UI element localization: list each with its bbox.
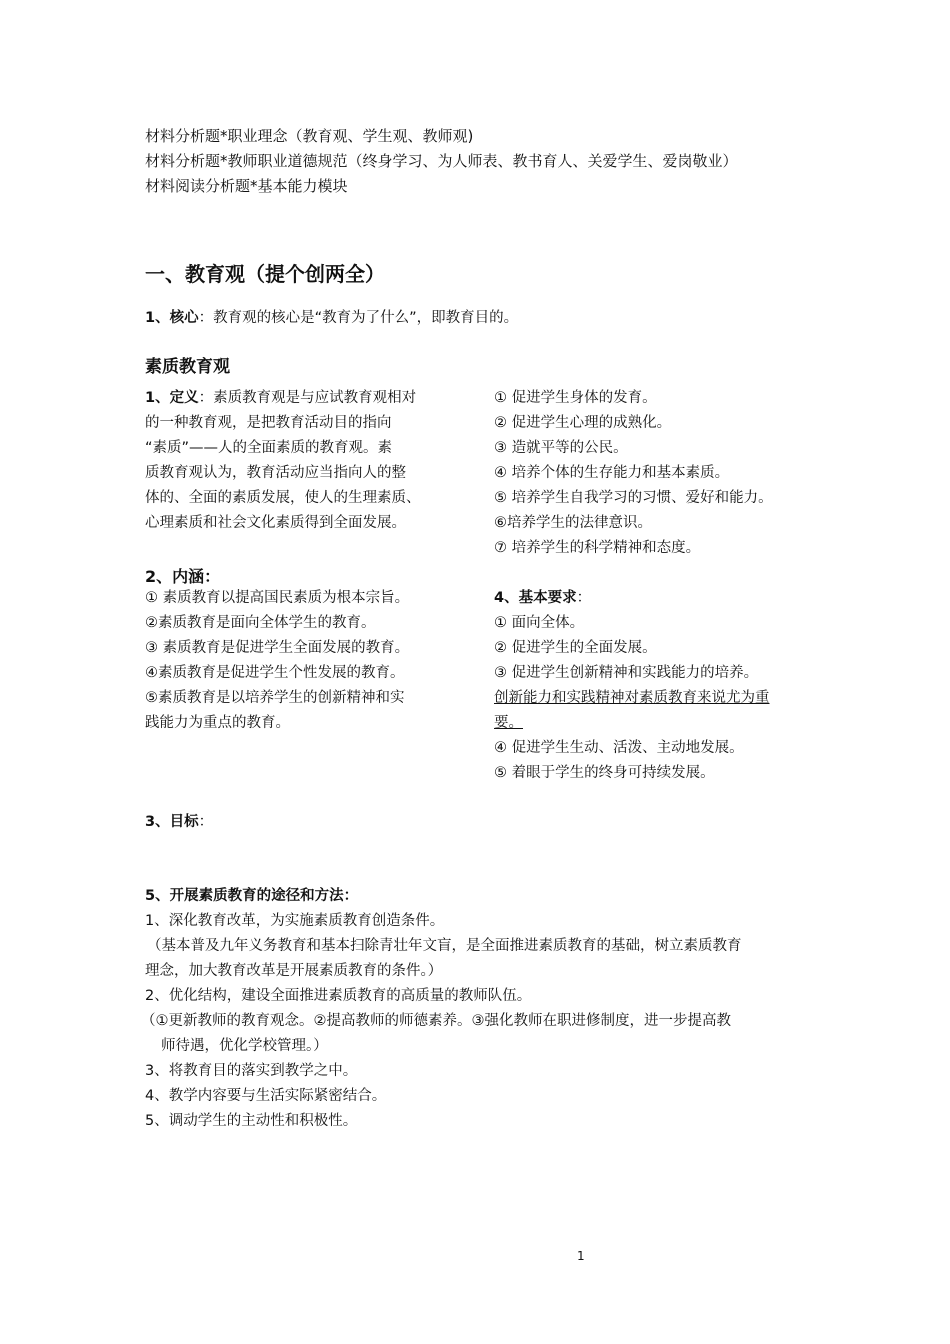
definition-line: ：素质教育观是与应试教育观相对	[198, 390, 417, 406]
definition-line: “素质”——人的全面素质的教育观。素	[145, 440, 393, 456]
list-item: ②素质教育是面向全体学生的教育。	[145, 615, 376, 631]
list-item: ⑥培养学生的法律意识。	[494, 515, 652, 531]
list-item: ⑤ 着眼于学生的终身可持续发展。	[494, 765, 715, 781]
methods-line: 5、调动学生的主动性和积极性。	[145, 1113, 358, 1129]
methods-line: 2、优化结构，建设全面推进素质教育的高质量的教师队伍。	[145, 988, 532, 1004]
connotation-title: 2、内涵：	[145, 567, 221, 586]
list-item: ⑤素质教育是以培养学生的创新精神和实	[145, 690, 405, 706]
target-label: 3、目标	[145, 814, 199, 830]
core-line	[145, 306, 518, 331]
list-item: ④ 促进学生生动、活泼、主动地发展。	[494, 740, 744, 756]
list-item: ⑤ 培养学生自我学习的习惯、爱好和能力。	[494, 490, 773, 506]
methods-line: 师待遇，优化学校管理。）	[161, 1038, 328, 1054]
list-item: ③ 促进学生创新精神和实践能力的培养。	[494, 665, 759, 681]
intro-line: 材料分析题*职业理念（教育观、学生观、教师观)	[145, 127, 474, 145]
methods-colon: ：	[343, 888, 359, 904]
requirements-block	[494, 586, 770, 786]
list-item: ① 面向全体。	[494, 615, 585, 631]
definition-line: 质教育观认为，教育活动应当指向人的整	[145, 465, 406, 481]
methods-line: 3、将教育目的落实到教学之中。	[145, 1063, 358, 1079]
methods-line: 理念，加大教育改革是开展素质教育的条件。）	[145, 963, 443, 979]
requirements-note: 创新能力和实践精神对素质教育来说尤为重	[494, 690, 770, 706]
methods-line: 4、教学内容要与生活实际紧密结合。	[145, 1088, 387, 1104]
definition-line: 的一种教育观，是把教育活动目的指向	[145, 415, 392, 431]
methods-line: 1、深化教育改革，为实施素质教育创造条件。	[145, 913, 445, 929]
methods-block	[141, 884, 742, 1134]
list-item: ④ 培养个体的生存能力和基本素质。	[494, 465, 730, 481]
list-item: ① 促进学生身体的发育。	[494, 390, 657, 406]
list-item: ② 促进学生的全面发展。	[494, 640, 657, 656]
intro-block	[145, 124, 738, 199]
core-label: 1、核心	[145, 310, 199, 326]
list-item: ② 促进学生心理的成熟化。	[494, 415, 672, 431]
list-item: ⑦ 培养学生的科学精神和态度。	[494, 540, 701, 556]
list-item: 践能力为重点的教育。	[145, 715, 290, 731]
definition-block	[145, 386, 421, 536]
requirements-title: 4、基本要求	[494, 590, 577, 606]
goals-list	[494, 386, 773, 561]
list-item: ④素质教育是促进学生个性发展的教育。	[145, 665, 405, 681]
list-item: ① 素质教育以提高国民素质为根本宗旨。	[145, 590, 410, 606]
list-item: ③ 造就平等的公民。	[494, 440, 628, 456]
methods-line: （基本普及九年义务教育和基本扫除青壮年文盲，是全面推进素质教育的基础，树立素质教育	[147, 938, 742, 954]
definition-label: 1、定义	[145, 390, 199, 406]
intro-line: 材料阅读分析题*基本能力模块	[145, 177, 348, 195]
requirements-note: 要。	[494, 715, 523, 731]
subsection-title: 素质教育观	[145, 357, 230, 377]
requirements-colon: ：	[576, 590, 592, 606]
page-number: 1	[577, 1249, 585, 1263]
target-colon: ：	[198, 814, 214, 830]
intro-line: 材料分析题*教师职业道德规范（终身学习、为人师表、教书育人、关爱学生、爱岗敬业）	[145, 152, 738, 170]
methods-line: （①更新教师的教育观念。②提高教师的师德素养。③强化教师在职进修制度，进一步提高教	[141, 1013, 731, 1029]
list-item: ③ 素质教育是促进学生全面发展的教育。	[145, 640, 410, 656]
definition-line: 体的、全面的素质发展，使人的生理素质、	[145, 490, 421, 506]
section-title: 一、教育观（提个创两全）	[145, 262, 385, 286]
methods-title: 5、开展素质教育的途径和方法	[145, 888, 344, 904]
connotation-list	[145, 586, 409, 736]
definition-line: 心理素质和社会文化素质得到全面发展。	[145, 515, 406, 531]
core-text: ：教育观的核心是“教育为了什么”，即教育目的。	[198, 310, 519, 326]
target-line	[145, 810, 213, 835]
